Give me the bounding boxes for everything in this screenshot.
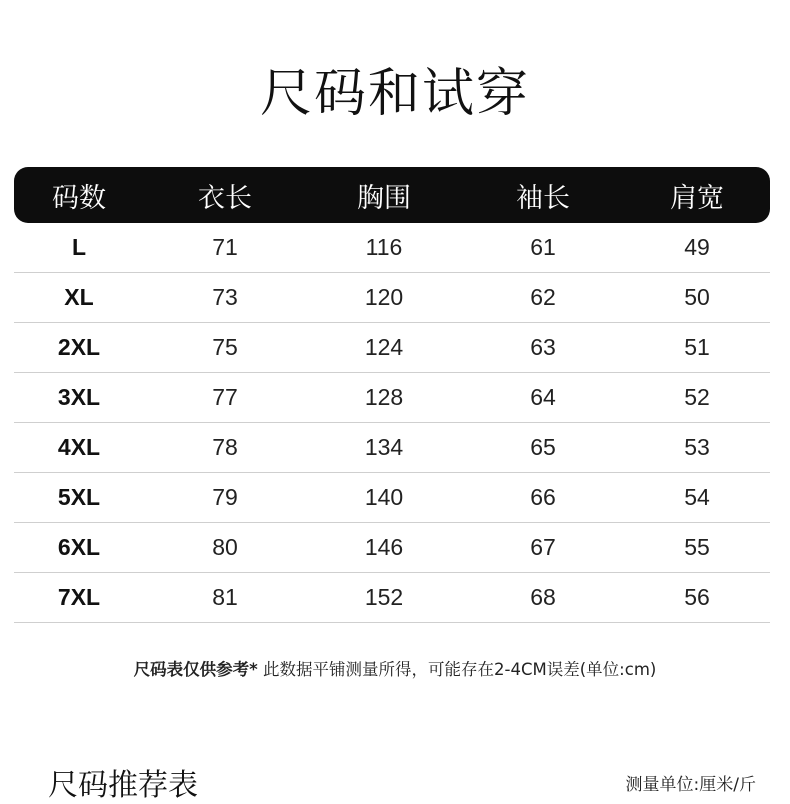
cell-size: 6XL — [57, 534, 101, 560]
cell-length: 71 — [212, 234, 238, 260]
cell-chest: 116 — [365, 234, 403, 260]
cell-shoulder: 54 — [684, 484, 710, 510]
size-table — [14, 167, 770, 623]
cell-shoulder: 49 — [684, 234, 710, 260]
cell-sleeve: 63 — [530, 334, 556, 360]
cell-sleeve: 62 — [530, 284, 556, 310]
cell-length: 78 — [212, 434, 238, 460]
note-text: 此数据平铺测量所得，可能存在2-4CM误差(单位:cm) — [257, 660, 657, 679]
cell-length: 77 — [212, 384, 238, 410]
cell-sleeve: 64 — [530, 384, 556, 410]
cell-sleeve: 68 — [530, 584, 556, 610]
cell-size: XL — [64, 284, 94, 310]
table-row — [14, 523, 770, 573]
cell-size: 7XL — [57, 584, 101, 610]
cell-size: 4XL — [57, 434, 101, 460]
cell-shoulder: 50 — [684, 284, 710, 310]
header-length: 衣长 — [198, 182, 252, 214]
table-row — [14, 473, 770, 523]
cell-shoulder: 53 — [684, 434, 710, 460]
cell-size: L — [71, 234, 87, 260]
cell-sleeve: 66 — [530, 484, 556, 510]
cell-chest: 120 — [364, 284, 404, 310]
table-row — [14, 273, 770, 323]
cell-length: 81 — [212, 584, 238, 610]
table-row — [14, 423, 770, 473]
cell-chest: 124 — [364, 334, 404, 360]
header-sleeve: 袖长 — [516, 182, 570, 214]
cell-sleeve: 61 — [530, 234, 556, 260]
section-title: 尺码推荐表 — [48, 768, 198, 803]
cell-size: 3XL — [57, 384, 101, 410]
cell-shoulder: 55 — [684, 534, 710, 560]
table-row — [14, 323, 770, 373]
cell-size: 5XL — [57, 484, 101, 510]
cell-chest: 146 — [364, 534, 404, 560]
cell-chest: 128 — [364, 384, 404, 410]
cell-size: 2XL — [57, 334, 101, 360]
cell-length: 79 — [212, 484, 238, 510]
table-row — [14, 373, 770, 423]
cell-chest: 134 — [364, 434, 404, 460]
measurement-note — [0, 656, 790, 680]
cell-shoulder: 52 — [684, 384, 710, 410]
header-shoulder: 肩宽 — [670, 182, 724, 214]
cell-length: 73 — [212, 284, 238, 310]
table-row — [14, 573, 770, 623]
cell-shoulder: 51 — [684, 334, 710, 360]
table-row — [14, 223, 770, 273]
cell-sleeve: 67 — [530, 534, 556, 560]
table-header — [14, 167, 770, 223]
page-title: 尺码和试穿 — [259, 64, 530, 124]
header-size: 码数 — [52, 182, 106, 214]
cell-length: 75 — [212, 334, 238, 360]
cell-chest: 152 — [364, 584, 404, 610]
cell-sleeve: 65 — [530, 434, 556, 460]
cell-length: 80 — [212, 534, 238, 560]
note-bold: 尺码表仅供参考* — [133, 660, 258, 679]
cell-chest: 140 — [364, 484, 404, 510]
header-chest: 胸围 — [357, 182, 411, 214]
unit-label: 测量单位:厘米/斤 — [625, 775, 756, 795]
cell-shoulder: 56 — [684, 584, 710, 610]
